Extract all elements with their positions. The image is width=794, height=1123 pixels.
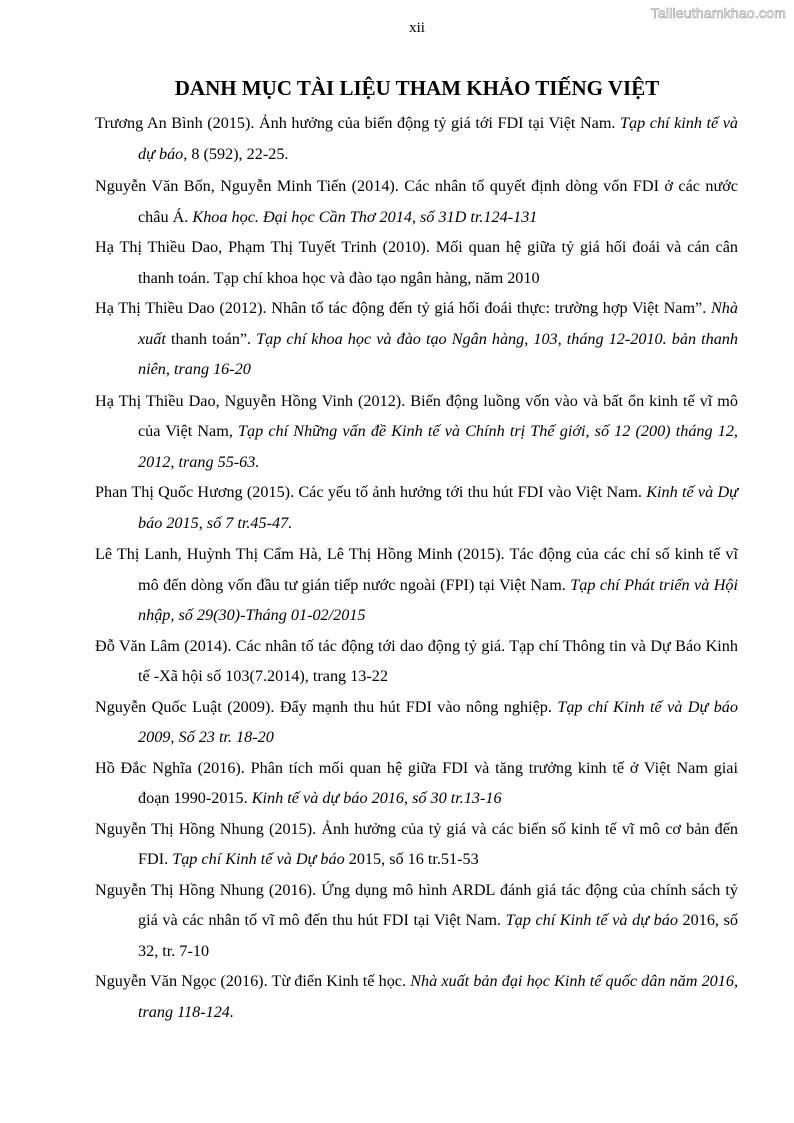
reference-source: Tạp chí Những vấn đề Kinh tế và Chính trị Thế giới, số 12 (200) tháng 12, 2012, trang 55-63. — [138, 422, 738, 471]
reference-item — [95, 232, 738, 293]
reference-text: Lê Thị Lanh, Huỳnh Thị Cẩm Hà, Lê Thị Hồng Minh (2015). Tác động của các chỉ số kinh tế vĩ mô đến dòng vốn đầu tư gián tiếp nước ngoài (FPI) tại Việt Nam. — [95, 545, 738, 594]
reference-item — [95, 171, 738, 232]
reference-text: Hạ Thị Thiều Dao, Nguyễn Hồng Vinh (2012). Biến động luồng vốn vào và bất ổn kinh tế vĩ mô của Việt Nam, — [95, 391, 738, 440]
reference-list — [95, 108, 738, 1027]
reference-item — [95, 692, 738, 753]
reference-source: Tạp chí Kinh tế và dự báo — [505, 911, 678, 929]
reference-tail: 2016, số 32, tr. 7-10 — [138, 911, 738, 960]
reference-text: Nguyễn Thị Hồng Nhung (2016). Ứng dụng mô hình ARDL đánh giá tác động của chính sách tỷ giá và các nhân tố vĩ mô đến thu hút FDI tại Việt Nam. — [95, 880, 738, 929]
page-number: xii — [409, 20, 425, 36]
reference-item — [95, 753, 738, 814]
reference-text: Trương An Bình (2015). Ảnh hưởng của biến động tỷ giá tới FDI tại Việt Nam. — [95, 114, 621, 132]
reference-item — [95, 631, 738, 692]
reference-source: Nhà xuất bản đại học Kinh tế quốc dân năm 2016, trang 118-124. — [138, 972, 739, 1021]
reference-source: Kinh tế và Dự báo 2015, số 7 tr.45-47. — [138, 483, 739, 532]
reference-source: Nhà xuất — [138, 299, 738, 348]
reference-source: Tạp chí kinh tế và dự báo — [138, 114, 739, 163]
reference-source-2: Tạp chí khoa học và đào tạo Ngân hàng, 103, tháng 12-2010. bản thanh niên, trang 16-20 — [138, 329, 738, 378]
reference-text: Đỗ Văn Lâm (2014). Các nhân tố tác động tới dao động tỷ giá. Tạp chí Thông tin và Dự Báo Kinh tế -Xã hội số 103(7.2014), trang 13-22 — [95, 636, 738, 685]
reference-source: Tạp chí Kinh tế và Dự báo — [172, 850, 345, 868]
reference-item — [95, 293, 738, 385]
reference-text: Nguyễn Quốc Luật (2009). Đẩy mạnh thu hút FDI vào nông nghiệp. — [95, 697, 558, 716]
reference-item — [95, 875, 738, 967]
reference-item — [95, 108, 738, 169]
reference-source: Khoa học. Đại học Cần Thơ 2014, số 31D tr.124-131 — [192, 207, 538, 226]
reference-text: Phan Thị Quốc Hương (2015). Các yếu tố ảnh hưởng tới thu hút FDI vào Việt Nam. — [95, 483, 647, 501]
watermark: Tailieuthamkhao.com — [650, 5, 786, 21]
reference-item — [95, 477, 738, 538]
reference-source: Tạp chí Kinh tế và Dự báo 2009, Số 23 tr. 18-20 — [138, 697, 738, 746]
reference-text: Hồ Đắc Nghĩa (2016). Phân tích mối quan hệ giữa FDI và tăng trưởng kinh tế ở Việt Nam giai đoạn 1990-2015. — [95, 758, 738, 807]
reference-text: Nguyễn Văn Ngọc (2016). Từ điển Kinh tế học. — [95, 972, 411, 990]
reference-source: Kinh tế và dự báo 2016, số 30 tr.13-16 — [251, 789, 502, 807]
reference-tail: 2015, số 16 tr.51-53 — [344, 850, 479, 868]
reference-text: Nguyễn Thị Hồng Nhung (2015). Ảnh hưởng của tỷ giá và các biến số kinh tế vĩ mô cơ bản đến FDI. — [95, 819, 738, 868]
reference-text: Nguyễn Văn Bốn, Nguyễn Minh Tiến (2014). Các nhân tố quyết định dòng vốn FDI ở các nước châu Á. — [95, 177, 738, 226]
reference-text: Hạ Thị Thiều Dao (2012). Nhân tố tác động đến tỷ giá hối đoái thực: trường hợp Việt Nam”. — [95, 299, 711, 317]
reference-item — [95, 966, 738, 1027]
reference-source: Tạp chí Phát triển và Hội nhập, số 29(30)-Tháng 01-02/2015 — [138, 575, 738, 624]
reference-text: Hạ Thị Thiều Dao, Phạm Thị Tuyết Trinh (2010). Mối quan hệ giữa tỷ giá hối đoái và cán cân thanh toán. Tạp chí khoa học và đào tạo ngân hàng, năm 2010 — [95, 238, 738, 287]
reference-item — [95, 539, 738, 631]
reference-item — [95, 814, 738, 875]
reference-tail: thanh toán”. — [165, 329, 257, 348]
reference-item — [95, 386, 738, 478]
reference-tail: , 8 (592), 22-25. — [183, 144, 289, 163]
page-title: DANH MỤC TÀI LIỆU THAM KHẢO TIẾNG VIỆT — [174, 76, 660, 100]
